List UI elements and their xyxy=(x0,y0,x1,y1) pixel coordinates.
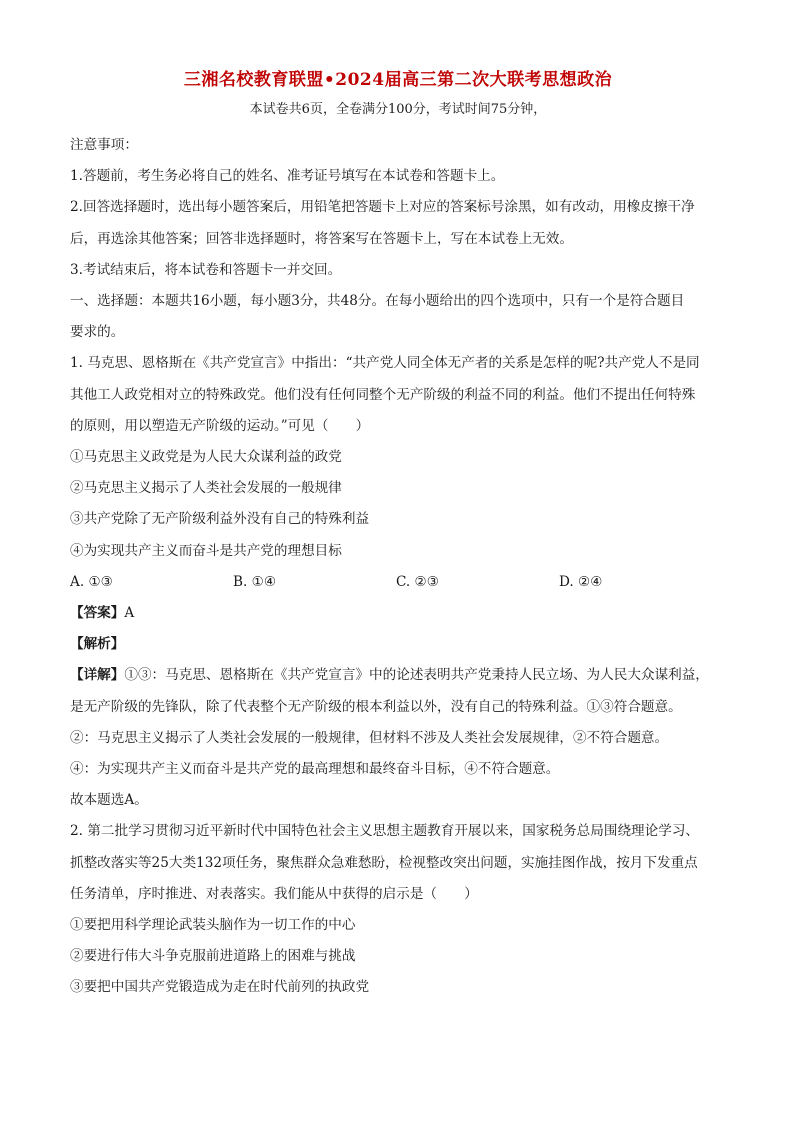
option-d: D. ②④ xyxy=(559,573,603,590)
statement: ①马克思主义政党是为人民大众谋利益的政党 xyxy=(70,449,342,466)
detail-line: 故本题选A。 xyxy=(70,792,148,809)
detail-line xyxy=(70,660,726,691)
section-heading xyxy=(70,286,726,348)
detail-line: ②：马克思主义揭示了人类社会发展的一般规律，但材料不涉及人类社会发展规律，②不符合题意。 xyxy=(70,729,669,746)
detail-tag: 【详解】 xyxy=(70,667,125,684)
analysis-tag: 【解析】 xyxy=(70,636,125,653)
question-stem-line: 其他工人政党相对立的特殊政党。他们没有任何同整个无产阶级的利益不同的利益。他们不提出任何特殊 xyxy=(70,386,696,403)
notice-item: 3.考试结束后，将本试卷和答题卡一并交回。 xyxy=(70,261,342,278)
question-2 xyxy=(70,816,726,1003)
question-stem-line: 的原则，用以塑造无产阶级的运动。”可见（ ） xyxy=(70,417,370,434)
question-stem-line: 2. 第二批学习贯彻习近平新时代中国特色社会主义思想主题教育开展以来，国家税务总局围绕理论学习、 xyxy=(70,823,700,840)
notice-heading: 注意事项： xyxy=(70,137,138,153)
analysis-line xyxy=(70,629,726,660)
question-stem-line: 1. 马克思、恩格斯在《共产党宣言》中指出：“共产党人同全体无产者的关系是怎样的呢?共产党人不是同 xyxy=(70,355,700,372)
option-b: B. ①④ xyxy=(233,573,277,590)
exam-title: 三湘名校教育联盟•2024届高三第二次大联考思想政治 xyxy=(183,70,613,90)
notice-item: 2.回答选择题时，选出每小题答案后，用铅笔把答题卡上对应的答案标号涂黑，如有改动，用橡皮擦干净 xyxy=(70,199,695,216)
answer-tag: 【答案】 xyxy=(70,605,125,622)
notice-item: 1.答题前，考生务必将自己的姓名、准考证号填写在本试卷和答题卡上。 xyxy=(70,168,505,185)
statement: ①要把用科学理论武装头脑作为一切工作的中心 xyxy=(70,917,356,934)
statement: ②马克思主义揭示了人类社会发展的一般规律 xyxy=(70,480,342,497)
detail-line: ④：为实现共产主义而奋斗是共产党的最高理想和最终奋斗目标，④不符合题意。 xyxy=(70,761,560,778)
section-heading-line: 一、选择题：本题共16小题，每小题3分，共48分。在每小题给出的四个选项中，只有一个是符合题目 xyxy=(70,293,685,310)
statement: ④为实现共产主义而奋斗是共产党的理想目标 xyxy=(70,542,342,559)
section-heading-line: 要求的。 xyxy=(70,324,125,341)
detail-line: 是无产阶级的先锋队，除了代表整个无产阶级的根本利益以外，没有自己的特殊利益。①③符合题意。 xyxy=(70,698,682,715)
statement: ③共产党除了无产阶级利益外没有自己的特殊利益 xyxy=(70,511,370,528)
question-stem-line: 抓整改落实等25大类132项任务，聚焦群众急难愁盼，检视整改突出问题，实施挂图作战，按月下发重点 xyxy=(70,854,698,871)
option-a: A. ①③ xyxy=(70,573,113,590)
notice-item: 后，再选涂其他答案；回答非选择题时，将答案写在答题卡上，写在本试卷上无效。 xyxy=(70,230,573,247)
detail-text: ①③：马克思、恩格斯在《共产党宣言》中的论述表明共产党秉持人民立场、为人民大众谋利益， xyxy=(124,667,709,684)
option-c: C. ②③ xyxy=(396,573,439,590)
statement: ②要进行伟大斗争克服前进道路上的困难与挑战 xyxy=(70,948,356,965)
statement: ③要把中国共产党锻造成为走在时代前列的执政党 xyxy=(70,979,370,996)
question-1 xyxy=(70,348,726,816)
answer-line xyxy=(70,598,726,629)
answer-value: A xyxy=(124,605,135,622)
notice-section xyxy=(70,130,726,286)
answer-options xyxy=(70,567,726,598)
question-stem-line: 任务清单，序时推进、对表落实。我们能从中获得的启示是（ ） xyxy=(70,885,478,902)
exam-subtitle: 本试卷共6页，全卷满分100分，考试时间75分钟， xyxy=(249,102,547,117)
